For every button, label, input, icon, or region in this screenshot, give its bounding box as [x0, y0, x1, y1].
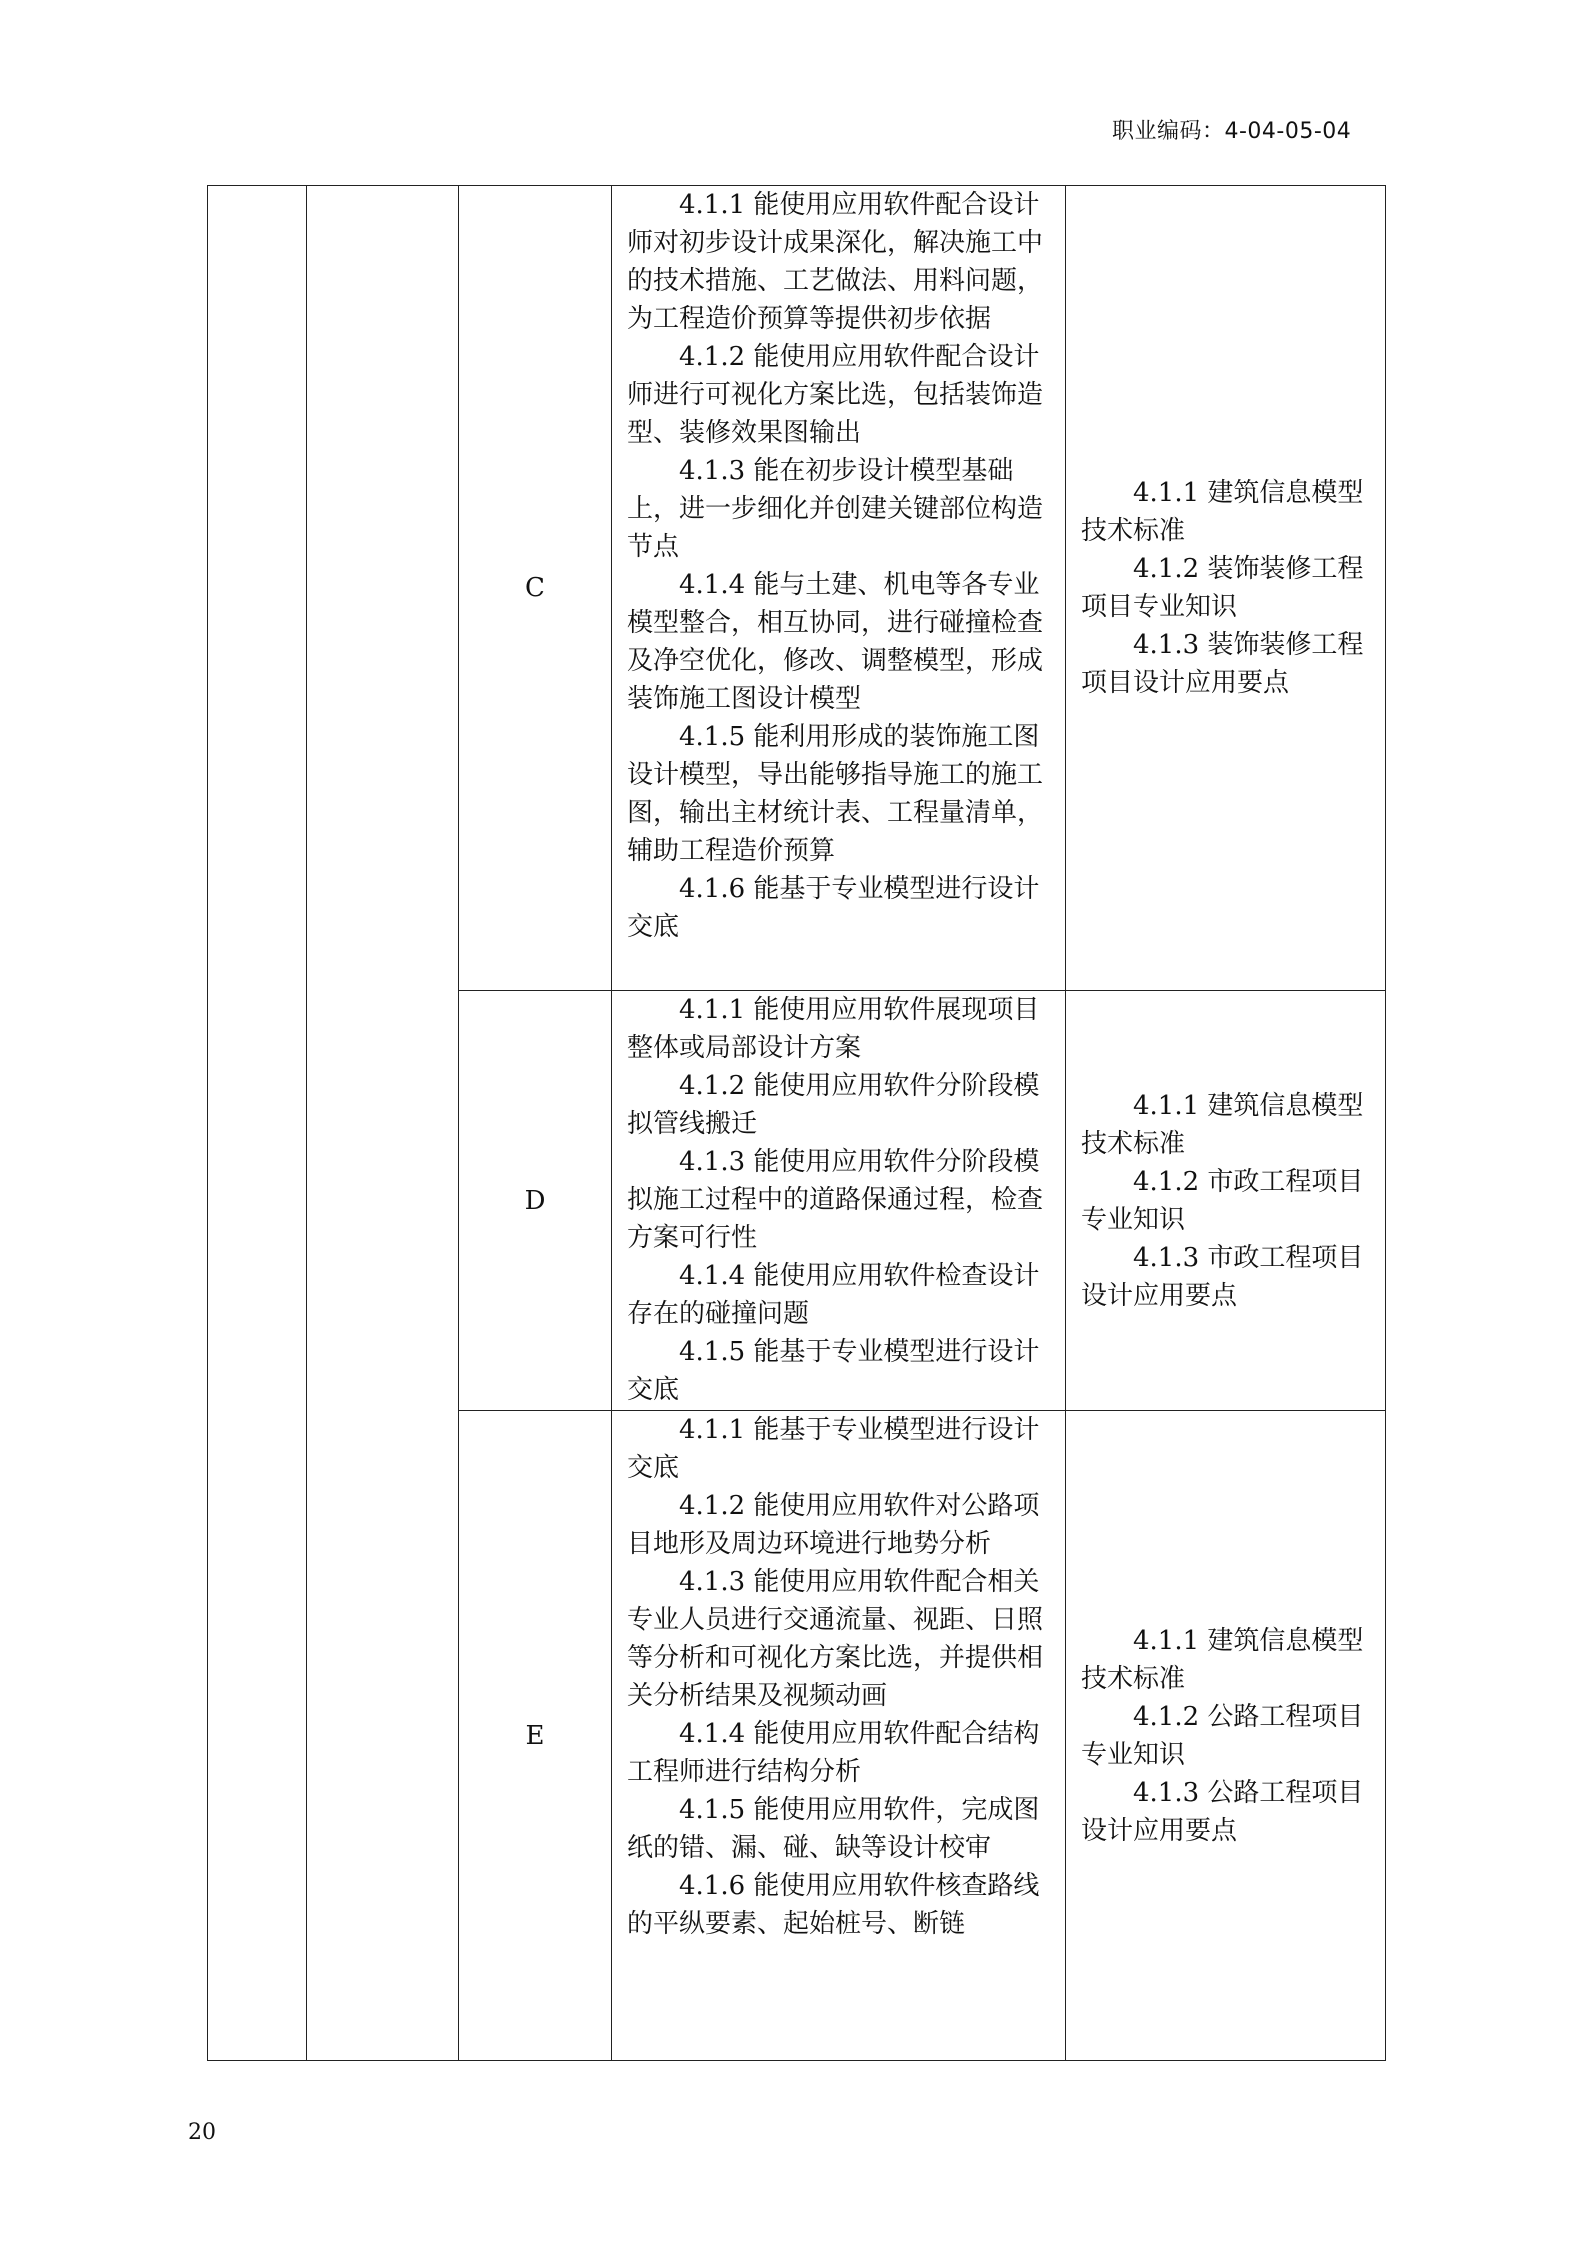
- work-content-cell: [307, 186, 459, 2061]
- knowledge-item: 4.1.1 建筑信息模型技术标准: [1081, 1090, 1364, 1159]
- skill-item: 4.1.5 能基于专业模型进行设计交底: [627, 1337, 1040, 1405]
- skill-item: 4.1.2 能使用应用软件对公路项目地形及周边环境进行地势分析: [627, 1491, 1040, 1559]
- skill-item: 4.1.4 能使用应用软件配合结构工程师进行结构分析: [627, 1719, 1040, 1787]
- skill-item: 4.1.4 能与土建、机电等各专业模型整合，相互协同，进行碰撞检查及净空优化，修改、调整模型，形成装饰施工图设计模型: [627, 570, 1044, 714]
- skill-item: 4.1.5 能利用形成的装饰施工图设计模型，导出能够指导施工的施工图，输出主材统计表、工程量清单，辅助工程造价预算: [627, 722, 1044, 866]
- skill-requirements-table: [207, 185, 1386, 2061]
- knowledge-item: 4.1.3 装饰装修工程项目设计应用要点: [1081, 630, 1364, 698]
- knowledge-item: 4.1.2 公路工程项目专业知识: [1081, 1701, 1364, 1770]
- occupation-code: 职业编码：4-04-05-04: [1112, 119, 1352, 144]
- level-cell: D: [459, 991, 612, 1411]
- skill-item: 4.1.2 能使用应用软件分阶段模拟管线搬迁: [627, 1071, 1040, 1139]
- knowledge-item: 4.1.2 装饰装修工程项目专业知识: [1081, 554, 1364, 622]
- skill-requirements-cell: [612, 1411, 1066, 2061]
- knowledge-item: 4.1.1 建筑信息模型技术标准: [1081, 1625, 1364, 1694]
- level-cell: E: [459, 1411, 612, 2061]
- skill-item: 4.1.6 能使用应用软件核查路线的平纵要素、起始桩号、断链: [627, 1871, 1040, 1939]
- skill-item: 4.1.5 能使用应用软件，完成图纸的错、漏、碰、缺等设计校审: [627, 1795, 1040, 1863]
- skill-item: 4.1.1 能使用应用软件展现项目整体或局部设计方案: [627, 995, 1040, 1063]
- occupation-function-cell: [208, 186, 307, 2061]
- skill-item: 4.1.4 能使用应用软件检查设计存在的碰撞问题: [627, 1261, 1040, 1329]
- related-knowledge-cell: [1066, 1411, 1386, 2061]
- skill-item: 4.1.2 能使用应用软件配合设计师进行可视化方案比选，包括装饰造型、装修效果图输出: [627, 342, 1044, 448]
- skill-item: 4.1.1 能基于专业模型进行设计交底: [627, 1415, 1040, 1483]
- table-row-c: [208, 186, 1386, 991]
- skill-item: 4.1.3 能使用应用软件配合相关专业人员进行交通流量、视距、日照等分析和可视化方案比选，并提供相关分析结果及视频动画: [627, 1567, 1044, 1711]
- skill-item: 4.1.3 能使用应用软件分阶段模拟施工过程中的道路保通过程，检查方案可行性: [627, 1147, 1044, 1253]
- knowledge-item: 4.1.1 建筑信息模型技术标准: [1081, 478, 1364, 546]
- skill-item: 4.1.1 能使用应用软件配合设计师对初步设计成果深化，解决施工中的技术措施、工艺做法、用料问题，为工程造价预算等提供初步依据: [627, 190, 1044, 334]
- skill-requirements-cell: [612, 991, 1066, 1411]
- skill-item: 4.1.3 能在初步设计模型基础上，进一步细化并创建关键部位构造节点: [627, 456, 1044, 562]
- knowledge-item: 4.1.2 市政工程项目专业知识: [1081, 1166, 1364, 1235]
- related-knowledge-cell: [1066, 186, 1386, 991]
- related-knowledge-cell: [1066, 991, 1386, 1411]
- knowledge-item: 4.1.3 公路工程项目设计应用要点: [1081, 1777, 1364, 1846]
- page-number: 20: [188, 2120, 216, 2145]
- level-cell: C: [459, 186, 612, 991]
- skill-requirements-cell: [612, 186, 1066, 991]
- knowledge-item: 4.1.3 市政工程项目设计应用要点: [1081, 1242, 1364, 1311]
- skill-item: 4.1.6 能基于专业模型进行设计交底: [627, 874, 1040, 942]
